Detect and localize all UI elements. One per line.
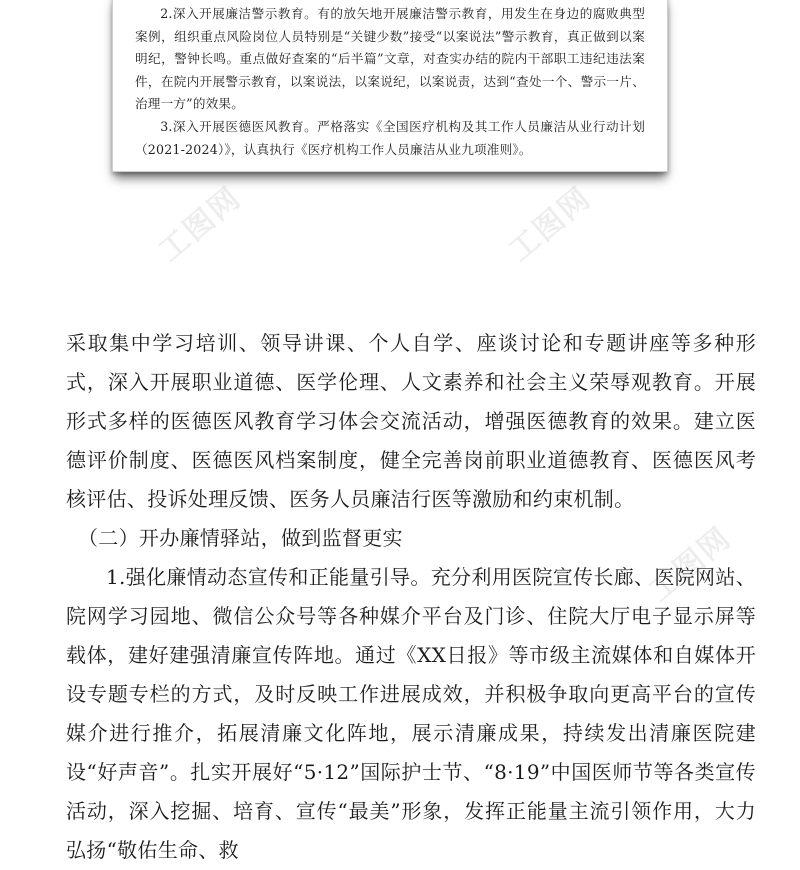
snippet-paragraph-2: 2.深入开展廉洁警示教育。有的放矢地开展廉洁警示教育，用发生在身边的腐败典型案例，组织重点风险岗位人员特别是“关键少数”接受“以案说法”警示教育，真正做到以案明纪，警钟长鸣。重点做好查案的“后半篇”文章，对查实办结的院内干部职工违纪违法案件，在院内开展警示教育，以案说法，以案说纪，以案说责，达到“查处一个、警示一片、治理一方”的效果。 bbox=[135, 6, 645, 112]
watermark-3: 工图网 bbox=[642, 520, 739, 609]
embedded-document-snippet bbox=[112, 0, 668, 172]
watermark-2: 工图网 bbox=[502, 180, 599, 269]
body-paragraph-continued: 采取集中学习培训、领导讲课、个人自学、座谈讨论和专题讲座等多种形式，深入开展职业道德、医学伦理、人文素养和社会主义荣辱观教育。开展形式多样的医德医风教育学习体会交流活动，增强医德教育的效果。建立医德评价制度、医德医风档案制度，健全完善岗前职业道德教育、医德医风考核评估、投诉处理反馈、医务人员廉洁行医等激励和约束机制。 bbox=[66, 331, 756, 511]
snippet-paragraph-3: 3.深入开展医德医风教育。严格落实《全国医疗机构及其工作人员廉洁从业行动计划（2021-2024）》，认真执行《医疗机构工作人员廉洁从业九项准则》。 bbox=[135, 118, 645, 157]
section-heading: （二）开办廉情驿站，做到监督更实 bbox=[78, 526, 403, 550]
watermark-1: 工图网 bbox=[152, 180, 249, 269]
main-text bbox=[66, 324, 756, 870]
body-paragraph-1: 1.强化廉情动态宣传和正能量引导。充分利用医院宣传长廊、医院网站、院网学习园地、微信公众号等各种媒介平台及门诊、住院大厅电子显示屏等载体，建好建强清廉宣传阵地。通过《XX日报》等市级主流媒体和自媒体开设专题专栏的方式，及时反映工作进展成效，并积极争取向更高平台的宣传媒介进行推介，拓展清廉文化阵地，展示清廉成果，持续发出清廉医院建设“好声音”。扎实开展好“5·12”国际护士节、“8·19”中国医师节等各类宣传活动，深入挖掘、培育、宣传“最美”形象，发挥正能量主流引领作用，大力弘扬“敬佑生命、救 bbox=[66, 565, 756, 862]
